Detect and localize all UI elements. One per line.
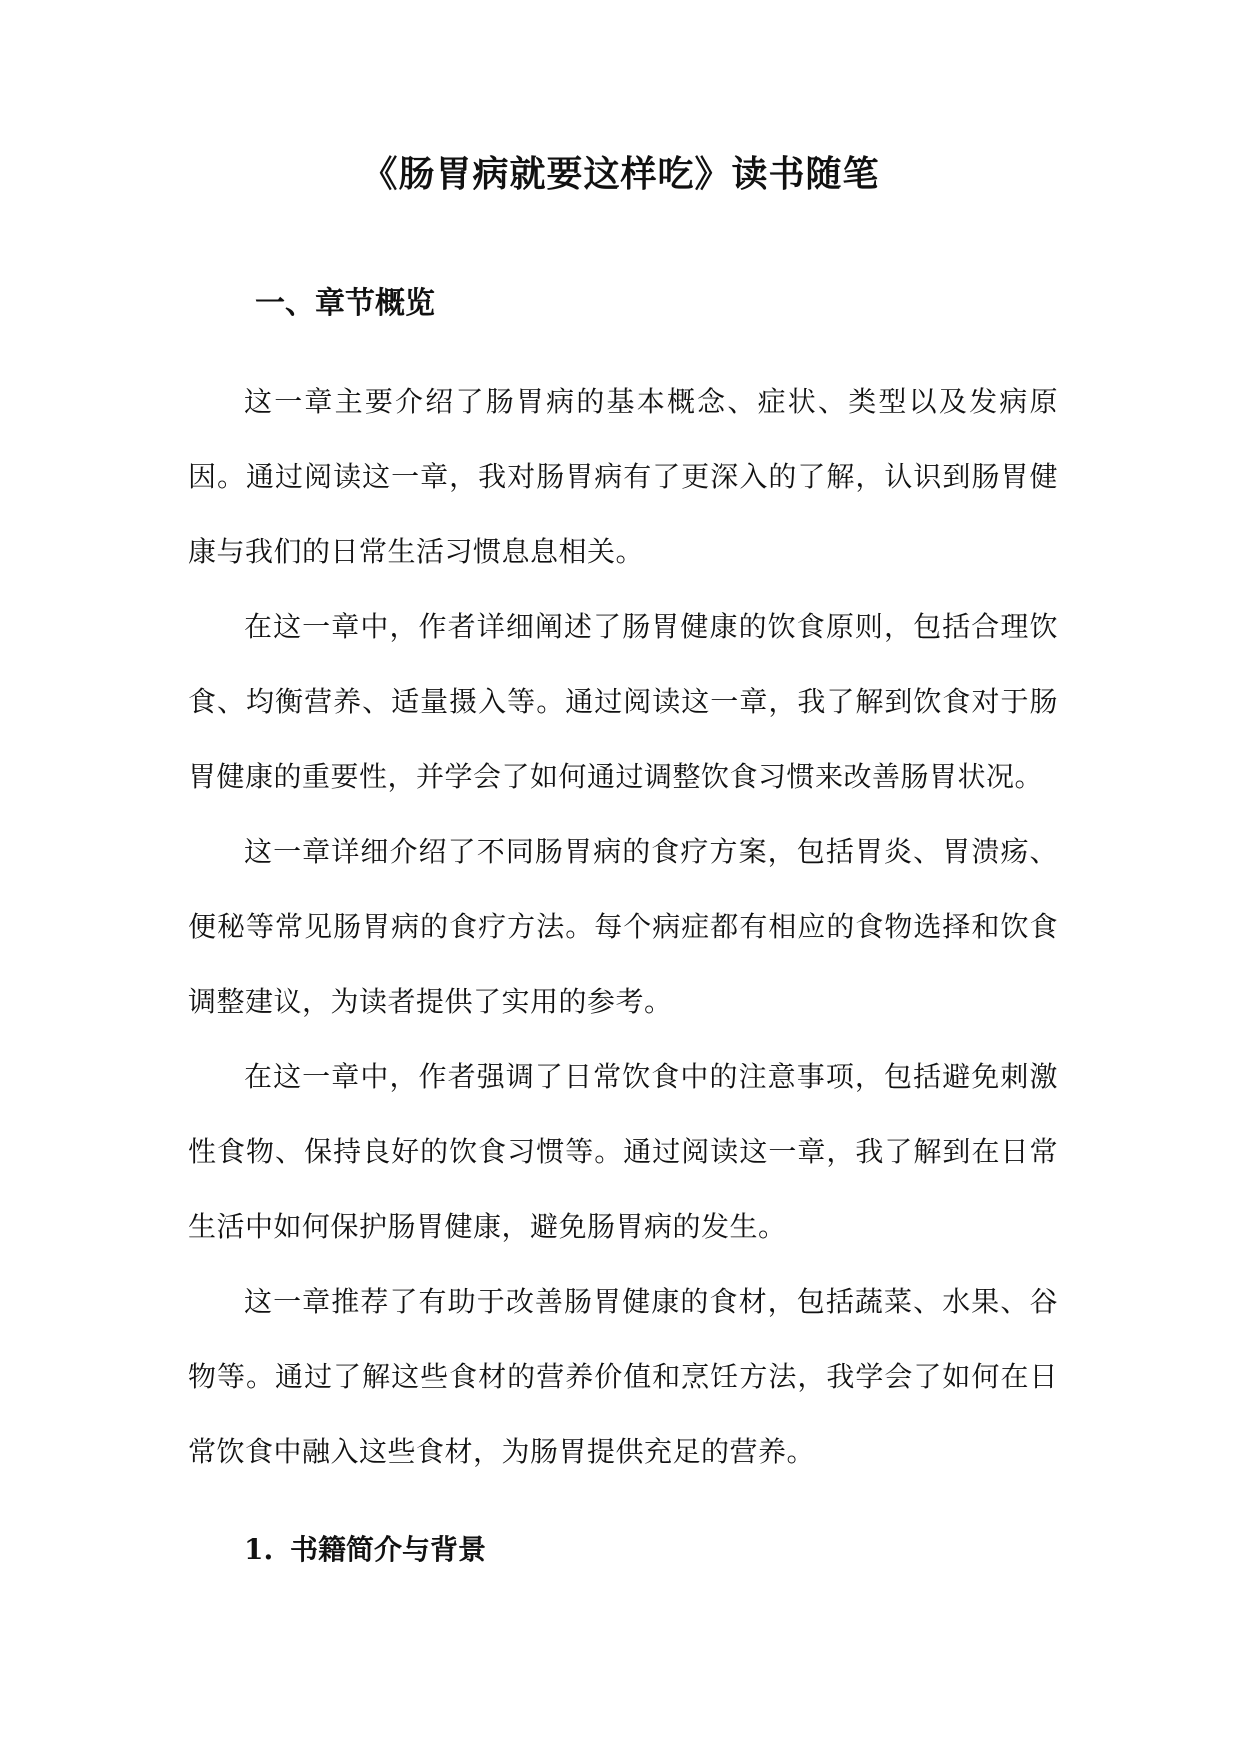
paragraph-2: 在这一章中，作者详细阐述了肠胃健康的饮食原则，包括合理饮食、均衡营养、适量摄入等。通过阅读这一章，我了解到饮食对于肠胃健康的重要性，并学会了如何通过调整饮食习惯来改善肠胃状况。 (188, 610, 1058, 793)
subsection-number: 1. (244, 1533, 274, 1566)
paragraph-5: 这一章推荐了有助于改善肠胃健康的食材，包括蔬菜、水果、谷物等。通过了解这些食材的营养价值和烹饪方法，我学会了如何在日常饮食中融入这些食材，为肠胃提供充足的营养。 (188, 1285, 1058, 1468)
section-heading: 一、章节概览 (255, 286, 435, 321)
subsection-heading (244, 1528, 486, 1572)
subsection-label: 书籍简介与背景 (290, 1533, 487, 1566)
paragraph-4: 在这一章中，作者强调了日常饮食中的注意事项，包括避免刺激性食物、保持良好的饮食习惯等。通过阅读这一章，我了解到在日常生活中如何保护肠胃健康，避免肠胃病的发生。 (188, 1060, 1058, 1243)
document-title: 《肠胃病就要这样吃》读书随笔 (361, 153, 880, 195)
paragraph-1: 这一章主要介绍了肠胃病的基本概念、症状、类型以及发病原因。通过阅读这一章，我对肠胃病有了更深入的了解，认识到肠胃健康与我们的日常生活习惯息息相关。 (188, 385, 1058, 568)
body-text (188, 364, 1058, 1489)
paragraph-3: 这一章详细介绍了不同肠胃病的食疗方案，包括胃炎、胃溃疡、便秘等常见肠胃病的食疗方法。每个病症都有相应的食物选择和饮食调整建议，为读者提供了实用的参考。 (188, 835, 1058, 1018)
